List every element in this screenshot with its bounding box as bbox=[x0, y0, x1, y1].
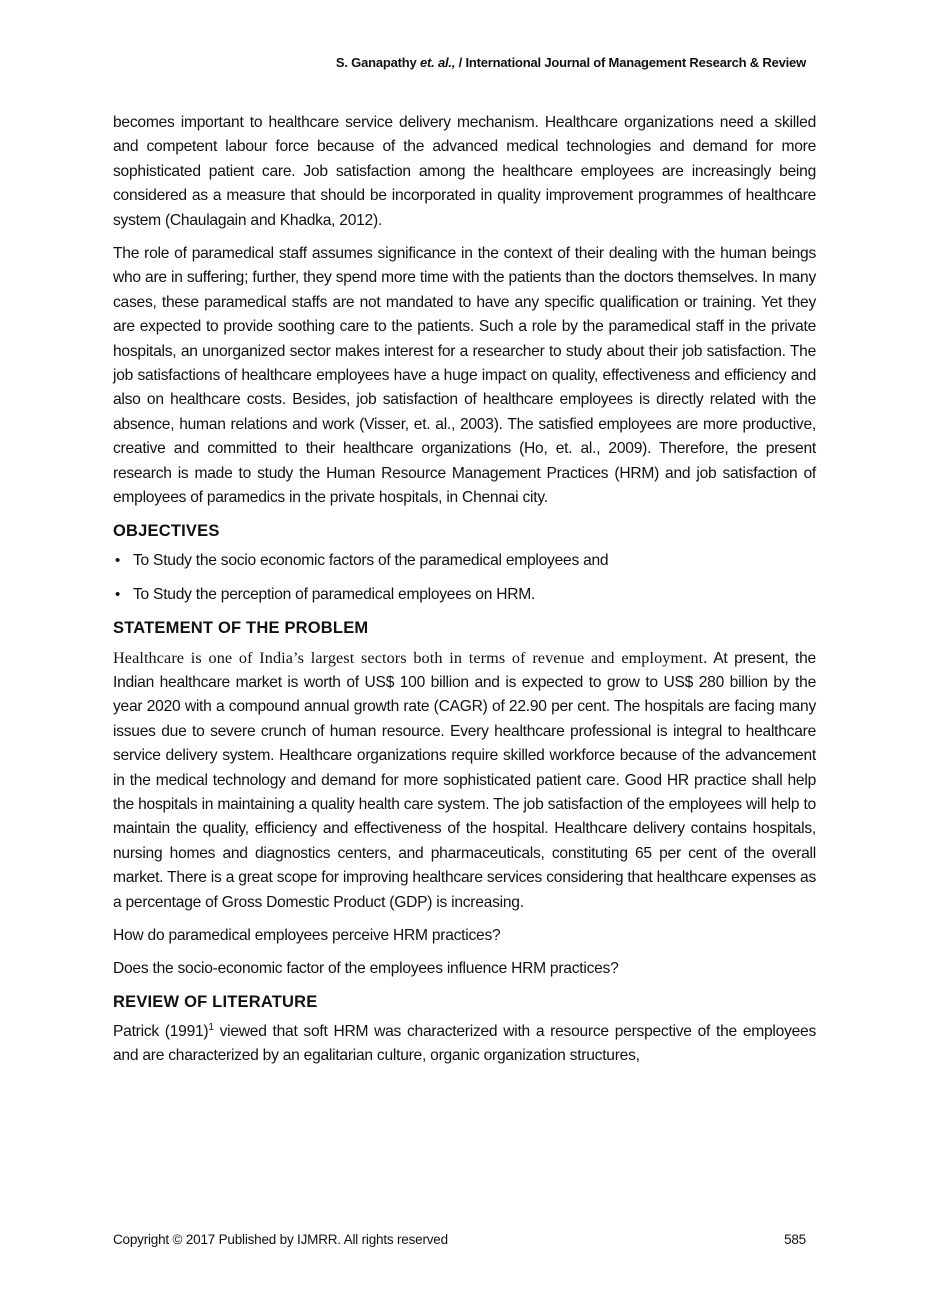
objectives-list bbox=[113, 549, 816, 607]
footnote-ref: 1 bbox=[208, 1021, 214, 1033]
research-question-1: How do paramedical employees perceive HRM practices? bbox=[113, 926, 501, 944]
objective-item: • To Study the socio economic factors of the paramedical employees and bbox=[113, 549, 816, 573]
header-etal: et. al., bbox=[420, 55, 456, 70]
page-number: 585 bbox=[784, 1232, 806, 1247]
literature-heading: REVIEW OF LITERATURE bbox=[113, 992, 318, 1011]
paragraph-literature bbox=[113, 1020, 816, 1069]
objectives-heading: OBJECTIVES bbox=[113, 521, 220, 540]
article-body bbox=[113, 111, 816, 1078]
problem-heading: STATEMENT OF THE PROBLEM bbox=[113, 618, 369, 637]
literature-text: viewed that soft HRM was characterized with a resource perspective of the employees and are characterized by an egalitarian culture, organic organization structures, bbox=[113, 1022, 817, 1065]
research-question-2: Does the socio-economic factor of the employees influence HRM practices? bbox=[113, 960, 619, 978]
paragraph-role: The role of paramedical staff assumes significance in the context of their dealing with the human beings who are in suffering; further, they spend more time with the patients than the doctors themselves. In many cases, these paramedical staffs are not mandated to have any specific qualification or training. Yet they are expected to provide soothing care to the patients. Such a role by the paramedical staff in the private hospitals, an unorganized sector makes interest for a researcher to study about their job satisfaction. The job satisfactions of healthcare employees have a huge impact on quality, effectiveness and efficiency and also on healthcare costs. Besides, job satisfaction of healthcare employees is directly related with the absence, human relations and work (Visser, et. al., 2003). The satisfied employees are more productive, creative and committed to their healthcare organizations (Ho, et. al., 2009). Therefore, the present research is made to study the Human Resource Management Practices (HRM) and job satisfaction of employees of paramedics in the private hospitals, in Chennai city. bbox=[113, 245, 816, 507]
paragraph-problem bbox=[113, 646, 816, 915]
problem-rest: At present, the Indian healthcare market is worth of US$ 100 billion and is expected to grow to US$ 280 billion by the year 2020 with a compound annual growth rate (CAGR) of 22.90 per cent. The hospitals are facing many issues due to severe crunch of human resource. Every healthcare professional is integral to healthcare service delivery system. Healthcare organizations require skilled workforce because of the advancement in the medical technology and demand for more sophisticated patient care. Good HR practice shall help the hospitals in maintaining a quality health care system. The job satisfaction of the employees will help to maintain the quality, efficiency and effectiveness of the hospital. Healthcare delivery contains hospitals, nursing homes and diagnostics centers, and pharmaceuticals, constituting 65 per cent of the overall market. There is a great scope for improving healthcare services considering that healthcare expenses as a percentage of Gross Domestic Product (GDP) is increasing. bbox=[113, 649, 816, 911]
copyright-notice: Copyright © 2017 Published by IJMRR. All rights reserved bbox=[113, 1232, 448, 1247]
literature-author: Patrick (1991) bbox=[113, 1022, 209, 1040]
problem-lead: Healthcare is one of India’s largest sectors both in terms of revenue and employment. bbox=[113, 648, 708, 667]
running-header bbox=[113, 55, 806, 70]
header-authors: S. Ganapathy bbox=[335, 55, 417, 70]
header-journal: / International Journal of Management Research & Review bbox=[458, 55, 806, 70]
paragraph-intro: becomes important to healthcare service delivery mechanism. Healthcare organizations need a skilled and competent labour force because of the advanced medical technologies and demand for more sophisticated patient care. Job satisfaction among the healthcare employees are increasingly being considered as a measure that should be incorporated in quality improvement programmes of healthcare system (Chaulagain and Khadka, 2012). bbox=[113, 114, 816, 229]
page-footer bbox=[113, 1232, 806, 1247]
objective-item: • To Study the perception of paramedical employees on HRM. bbox=[113, 583, 816, 607]
